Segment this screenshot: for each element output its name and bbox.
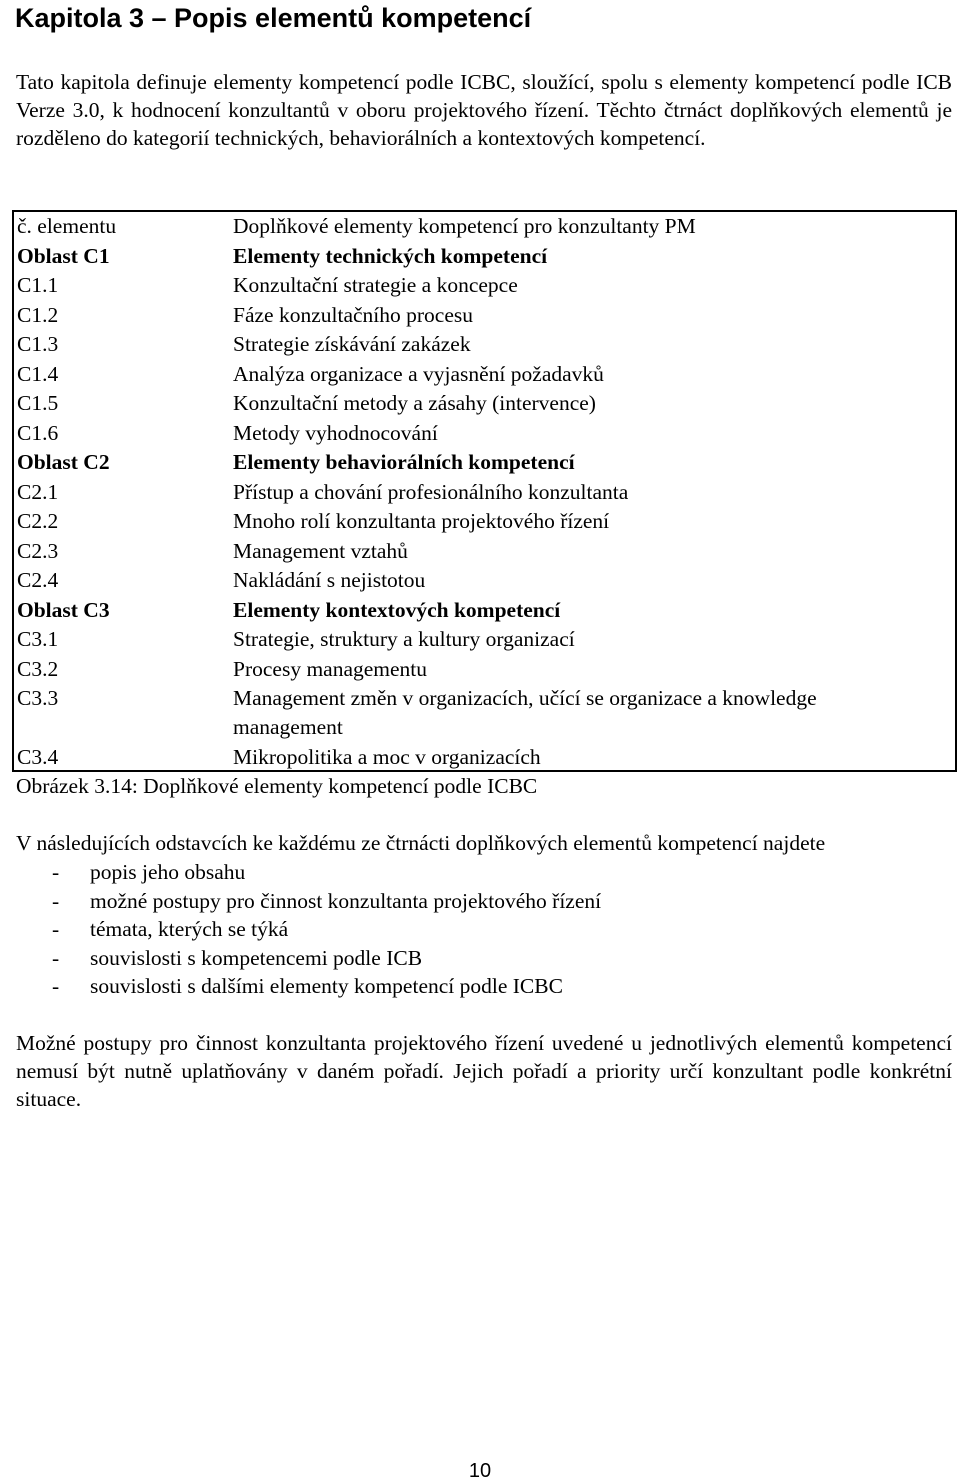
- dash-marker: -: [52, 974, 60, 999]
- row-code: C3.4: [17, 744, 59, 769]
- list-item-text: souvislosti s kompetencemi podle ICB: [90, 945, 423, 970]
- row-code: C1.5: [17, 391, 59, 415]
- list-item-text: souvislosti s dalšími elementy kompetencí podle ICBC: [90, 974, 563, 999]
- dash-marker: -: [52, 860, 60, 884]
- row-code: C1.4: [17, 361, 59, 386]
- figure-caption: Obrázek 3.14: Doplňkové elementy kompetencí podle ICBC: [16, 774, 538, 798]
- row-name: Elementy kontextových kompetencí: [233, 597, 561, 622]
- row-code: C1.1: [17, 273, 59, 297]
- list-item-text: témata, kterých se týká: [90, 917, 289, 942]
- header-name: Doplňkové elementy kompetencí pro konzultanty PM: [233, 214, 696, 238]
- row-code: C3.2: [17, 656, 59, 681]
- list-item: [52, 944, 601, 973]
- row-name: Elementy technických kompetencí: [233, 243, 548, 268]
- row-name: Management změn v organizacích, učící se organizace a knowledge: [233, 686, 817, 710]
- row-name: Fáze konzultačního procesu: [233, 302, 473, 327]
- row-code: Oblast C2: [17, 450, 110, 474]
- row-name: Nakládání s nejistotou: [233, 568, 426, 592]
- row-code: C1.2: [17, 302, 59, 327]
- competence-table: [12, 210, 957, 772]
- list-item: [52, 915, 601, 944]
- row-code: C1.6: [17, 420, 59, 445]
- list-item: [52, 972, 601, 1001]
- list-item-text: popis jeho obsahu: [90, 860, 246, 884]
- row-code: C3.3: [17, 686, 59, 710]
- row-code: Oblast C1: [17, 243, 110, 268]
- row-name: Přístup a chování profesionálního konzultanta: [233, 479, 629, 504]
- header-code: č. elementu: [17, 214, 117, 238]
- row-name: Analýza organizace a vyjasnění požadavků: [233, 361, 604, 386]
- bullet-list: [52, 858, 601, 1001]
- dash-marker: -: [52, 917, 60, 942]
- row-code: Oblast C3: [17, 597, 110, 622]
- row-name: Procesy managementu: [233, 656, 428, 681]
- row-code: C2.1: [17, 479, 59, 504]
- page-number: 10: [468, 1460, 492, 1482]
- intro-paragraph: Tato kapitola definuje elementy kompetencí podle ICBC, sloužící, spolu s elementy kompetencí podle ICB Verze 3.0, k hodnocení konzultantů v oboru projektového řízení. Těchto čtrnáct doplňkových elementů je rozděleno do kategorií technických, behaviorálních a kontextových kompetencí.: [16, 70, 952, 150]
- row-code: C1.3: [17, 332, 59, 356]
- list-item-text: možné postupy pro činnost konzultanta projektového řízení: [90, 888, 602, 913]
- dash-marker: -: [52, 888, 60, 913]
- row-name: Elementy behaviorálních kompetencí: [233, 450, 575, 474]
- row-code: C2.2: [17, 509, 59, 533]
- list-intro-paragraph: V následujících odstavcích ke každému ze čtrnácti doplňkových elementů kompetencí najdete: [16, 831, 826, 855]
- row-name: management: [233, 715, 343, 739]
- row-name: Management vztahů: [233, 538, 408, 563]
- row-code: C3.1: [17, 627, 59, 651]
- row-code: C2.3: [17, 538, 59, 563]
- row-name: Strategie, struktury a kultury organizací: [233, 627, 575, 651]
- row-name: Strategie získávání zakázek: [233, 332, 471, 356]
- row-name: Metody vyhodnocování: [233, 420, 438, 445]
- list-item: [52, 858, 601, 887]
- row-name: Konzultační metody a zásahy (intervence): [233, 391, 596, 415]
- row-name: Mikropolitika a moc v organizacích: [233, 744, 541, 769]
- list-item: [52, 887, 601, 916]
- final-paragraph: Možné postupy pro činnost konzultanta projektového řízení uvedené u jednotlivých elementů kompetencí nemusí být nutně uplatňovány v daném pořadí. Jejich pořadí a priority určí konzultant podle konkrétní situace.: [16, 1031, 952, 1111]
- chapter-heading: Kapitola 3 – Popis elementů kompetencí: [15, 3, 532, 33]
- dash-marker: -: [52, 945, 60, 970]
- row-name: Konzultační strategie a koncepce: [233, 273, 518, 297]
- row-name: Mnoho rolí konzultanta projektového řízení: [233, 509, 610, 533]
- row-code: C2.4: [17, 568, 59, 592]
